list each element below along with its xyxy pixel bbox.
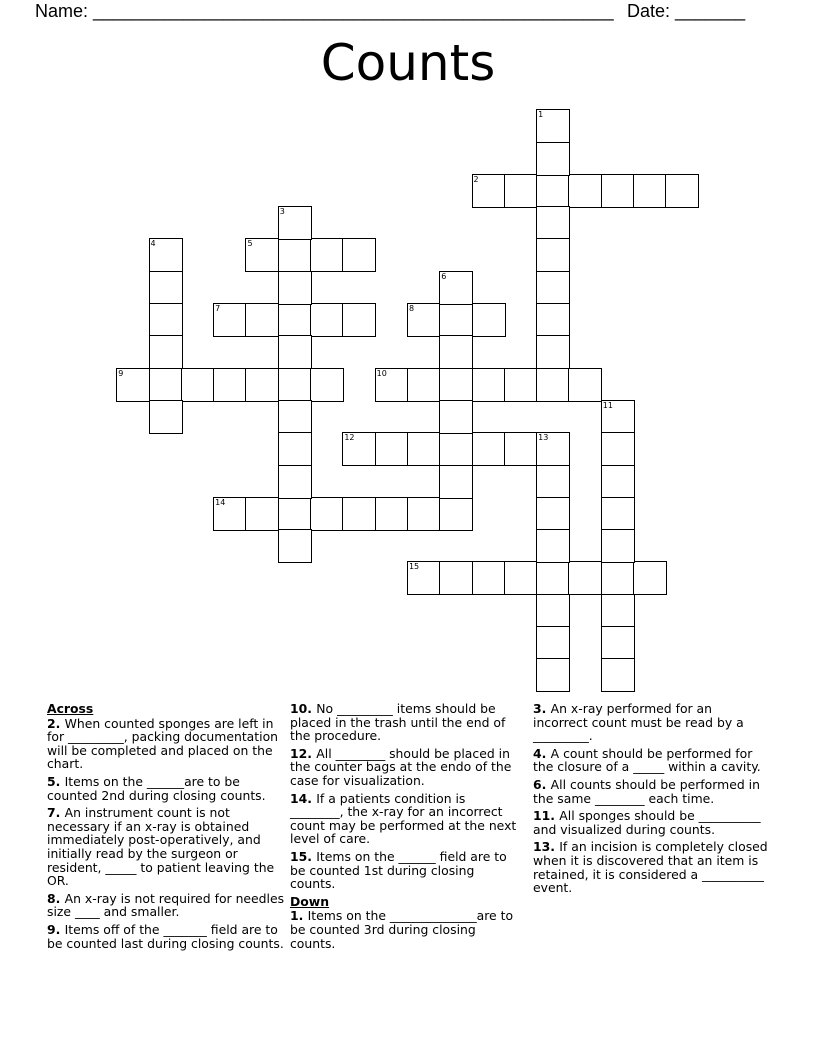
clue-item: 6. All counts should be performed in the same ________ each time. xyxy=(533,776,760,806)
grid-cell[interactable] xyxy=(536,561,570,595)
grid-cell[interactable] xyxy=(472,432,506,466)
grid-cell[interactable] xyxy=(407,303,441,337)
grid-cell[interactable] xyxy=(601,497,635,531)
grid-cell[interactable] xyxy=(407,432,441,466)
grid-cell[interactable] xyxy=(342,303,376,337)
grid-cell[interactable] xyxy=(407,561,441,595)
grid-cell[interactable] xyxy=(536,368,570,402)
grid-cell[interactable] xyxy=(633,561,667,595)
grid-cell[interactable] xyxy=(472,303,506,337)
clue-item: 3. An x-ray performed for an incorrect count must be read by a _________. xyxy=(533,701,744,744)
clue-text: Items on the ______________are to be counted 3rd during closing counts. xyxy=(290,908,514,951)
grid-cell[interactable] xyxy=(278,400,312,434)
clue-number-label: 2 xyxy=(473,174,479,184)
grid-cell[interactable] xyxy=(407,497,441,531)
clue-number: 11 xyxy=(533,808,551,824)
clue-number: 8 xyxy=(47,890,56,906)
clue-number-label: 11 xyxy=(602,400,613,410)
clue-text: If an incision is completely closed when it is discovered that an item is retained, it is considered a __________ event. xyxy=(533,839,768,896)
grid-cell[interactable] xyxy=(278,335,312,369)
grid-cell[interactable] xyxy=(536,206,570,240)
grid-cell[interactable] xyxy=(536,626,570,660)
clue-text: If a patients condition is ________, the x-ray for an incorrect count may be performed at the next level of care. xyxy=(290,790,517,847)
clue-number-label: 6 xyxy=(441,271,447,281)
grid-cell[interactable] xyxy=(439,335,473,369)
grid-cell[interactable] xyxy=(278,238,312,272)
clue-number-label: 12 xyxy=(344,433,355,443)
grid-cell[interactable] xyxy=(504,368,538,402)
clue-item: 14. If a patients condition is ________, the x-ray for an incorrect count may be performed at the next level of care. xyxy=(290,790,517,847)
grid-cell[interactable] xyxy=(149,238,183,272)
grid-cell[interactable] xyxy=(504,174,538,208)
clue-number-label: 4 xyxy=(150,239,156,249)
clue-item: 12. All ________ should be placed in the counter bags at the endo of the case for visualization. xyxy=(290,745,512,788)
grid-cell[interactable] xyxy=(536,303,570,337)
clue-number: 6 xyxy=(533,776,542,792)
grid-cell[interactable] xyxy=(568,561,602,595)
clue-number-label: 8 xyxy=(408,304,415,314)
grid-cell[interactable] xyxy=(149,368,183,402)
grid-cell[interactable] xyxy=(213,368,247,402)
grid-cell[interactable] xyxy=(601,174,635,208)
grid-cell[interactable] xyxy=(407,368,441,402)
clue-text: Items on the ______are to be counted 2nd during closing counts. xyxy=(47,773,266,803)
grid-cell[interactable] xyxy=(536,142,570,176)
grid-cell[interactable] xyxy=(536,271,570,305)
clue-number: 10 xyxy=(290,701,308,716)
grid-cell[interactable] xyxy=(536,174,570,208)
grid-cell[interactable] xyxy=(536,465,570,499)
grid-cell[interactable] xyxy=(568,368,602,402)
clue-number: 9 xyxy=(47,921,56,937)
clue-item: 1. Items on the ______________are to be counted 3rd during closing counts. xyxy=(290,908,514,951)
clue-number-label: 13 xyxy=(538,433,549,443)
grid-cell[interactable] xyxy=(536,658,570,692)
clue-item: 8. An x-ray is not required for needles size ____ and smaller. xyxy=(47,890,285,920)
grid-cell[interactable] xyxy=(278,303,312,337)
grid-cell[interactable] xyxy=(439,561,473,595)
clue-number: 7 xyxy=(47,805,56,821)
grid-cell[interactable] xyxy=(439,400,473,434)
grid-cell[interactable] xyxy=(633,174,667,208)
clue-number: 5 xyxy=(47,773,56,789)
grid-cell[interactable] xyxy=(536,335,570,369)
grid-cell[interactable] xyxy=(310,368,344,402)
date-field[interactable]: Date: _______ xyxy=(627,1,746,21)
clue-text: Items on the ______ field are to be counted 1st during closing counts. xyxy=(290,848,507,892)
grid-cell[interactable] xyxy=(278,529,312,563)
grid-cell[interactable] xyxy=(342,238,376,272)
name-field[interactable]: Name: ____________________________________________________ xyxy=(35,1,614,21)
grid-cell[interactable] xyxy=(278,465,312,499)
grid-cell[interactable] xyxy=(116,368,150,402)
across-heading: Across xyxy=(47,701,94,716)
clue-number-label: 5 xyxy=(247,239,253,249)
clue-number: 2 xyxy=(47,715,56,731)
grid-cell[interactable] xyxy=(601,658,635,692)
grid-cell[interactable] xyxy=(375,432,409,466)
grid-cell[interactable] xyxy=(439,303,473,337)
grid-cell[interactable] xyxy=(245,303,279,337)
grid-cell[interactable] xyxy=(181,368,215,402)
grid-cell[interactable] xyxy=(536,594,570,628)
clue-text: An instrument count is not necessary if an x-ray is obtained immediately post-operatively, and initially read by the surgeon or resident, _____ to patient leaving the OR. xyxy=(47,805,275,889)
grid-cell[interactable] xyxy=(439,271,473,305)
down-heading: Down xyxy=(290,893,330,909)
clue-number-label: 3 xyxy=(279,207,285,217)
grid-cell[interactable] xyxy=(568,174,602,208)
grid-cell[interactable] xyxy=(245,368,279,402)
clues-column-3 xyxy=(533,702,768,899)
grid-cell[interactable] xyxy=(439,368,473,402)
clue-number: 12 xyxy=(290,745,308,761)
clue-number: 1 xyxy=(290,908,299,924)
grid-cell[interactable] xyxy=(536,432,570,466)
grid-cell[interactable] xyxy=(342,497,376,531)
grid-cell[interactable] xyxy=(601,465,635,499)
grid-cell[interactable] xyxy=(439,497,473,531)
clue-number: 13 xyxy=(533,839,551,855)
clue-item: 10. No _________ items should be placed in the trash until the end of the procedure. xyxy=(290,701,506,744)
grid-cell[interactable] xyxy=(213,303,247,337)
grid-cell[interactable] xyxy=(472,561,506,595)
grid-cell[interactable] xyxy=(149,400,183,434)
clue-text: All counts should be performed in the same ________ each time. xyxy=(533,776,760,806)
clue-item: 13. If an incision is completely closed when it is discovered that an item is retained, it is considered a __________ event. xyxy=(533,839,768,896)
grid-cell[interactable] xyxy=(278,497,312,531)
clue-number-label: 1 xyxy=(538,110,544,120)
clue-number-label: 9 xyxy=(118,368,124,378)
grid-cell[interactable] xyxy=(278,368,312,402)
grid-cell[interactable] xyxy=(245,497,279,531)
clue-text: An x-ray performed for an incorrect count must be read by a _________. xyxy=(533,701,744,744)
clue-number-label: 7 xyxy=(215,304,221,314)
grid-cell[interactable] xyxy=(342,432,376,466)
grid-cell[interactable] xyxy=(310,303,344,337)
grid-cell[interactable] xyxy=(601,529,635,563)
clue-text: All ________ should be placed in the counter bags at the endo of the case for visualization. xyxy=(290,745,512,788)
clue-text: A count should be performed for the closure of a _____ within a cavity. xyxy=(533,745,761,775)
clue-number: 15 xyxy=(290,848,308,864)
grid-cell[interactable] xyxy=(310,238,344,272)
clue-item: 7. An instrument count is not necessary if an x-ray is obtained immediately post-operatively, and initially read by the surgeon or resident, _____ to patient leaving the OR. xyxy=(47,805,275,889)
grid-cell[interactable] xyxy=(601,432,635,466)
clue-number: 3 xyxy=(533,701,542,716)
clue-number-label: 14 xyxy=(215,497,226,507)
grid-cell[interactable] xyxy=(149,335,183,369)
grid-cell[interactable] xyxy=(536,529,570,563)
grid-cell[interactable] xyxy=(536,109,570,143)
grid-cell[interactable] xyxy=(278,206,312,240)
grid-cell[interactable] xyxy=(601,626,635,660)
clue-item: 9. Items off of the _______ field are to be counted last during closing counts. xyxy=(47,921,284,951)
grid-cell[interactable] xyxy=(213,497,247,531)
clues-column-2 xyxy=(290,702,522,954)
grid-cell[interactable] xyxy=(375,497,409,531)
clue-text: Items off of the _______ field are to be counted last during closing counts. xyxy=(47,921,284,951)
clue-number: 14 xyxy=(290,790,308,806)
grid-cell[interactable] xyxy=(472,368,506,402)
clues-column-1 xyxy=(47,702,287,954)
clue-text: All sponges should be __________ and visualized during counts. xyxy=(533,808,761,837)
grid-cell[interactable] xyxy=(439,465,473,499)
clue-item: 4. A count should be performed for the closure of a _____ within a cavity. xyxy=(533,745,761,775)
grid-cell[interactable] xyxy=(536,238,570,272)
clue-item: 15. Items on the ______ field are to be counted 1st during closing counts. xyxy=(290,848,507,892)
grid-cell[interactable] xyxy=(439,432,473,466)
grid-cell[interactable] xyxy=(665,174,699,208)
grid-cell[interactable] xyxy=(601,400,635,434)
grid-cell[interactable] xyxy=(278,271,312,305)
grid-cell[interactable] xyxy=(149,271,183,305)
clue-number: 4 xyxy=(533,745,542,761)
clue-text: An x-ray is not required for needles size ____ and smaller. xyxy=(47,890,285,920)
page-title: Counts xyxy=(320,34,496,92)
grid-cell[interactable] xyxy=(601,561,635,595)
clue-text: No _________ items should be placed in the trash until the end of the procedure. xyxy=(290,701,506,744)
grid-cell[interactable] xyxy=(536,497,570,531)
grid-cell[interactable] xyxy=(504,432,538,466)
clue-item: 5. Items on the ______are to be counted 2nd during closing counts. xyxy=(47,773,266,803)
grid-cell[interactable] xyxy=(310,497,344,531)
clue-text: When counted sponges are left in for _________, packing documentation will be completed and placed on the chart. xyxy=(47,715,278,772)
clue-item: 2. When counted sponges are left in for _________, packing documentation will be completed and placed on the chart. xyxy=(47,715,278,772)
grid-cell[interactable] xyxy=(149,303,183,337)
grid-cell[interactable] xyxy=(504,561,538,595)
clue-number-label: 15 xyxy=(408,562,420,572)
grid-cell[interactable] xyxy=(472,174,506,208)
grid-cell[interactable] xyxy=(278,432,312,466)
grid-cell[interactable] xyxy=(375,368,409,402)
grid-cell[interactable] xyxy=(245,238,279,272)
clue-number-label: 10 xyxy=(376,368,387,378)
clue-item: 11. All sponges should be __________ and visualized during counts. xyxy=(533,808,761,837)
grid-cell[interactable] xyxy=(601,594,635,628)
